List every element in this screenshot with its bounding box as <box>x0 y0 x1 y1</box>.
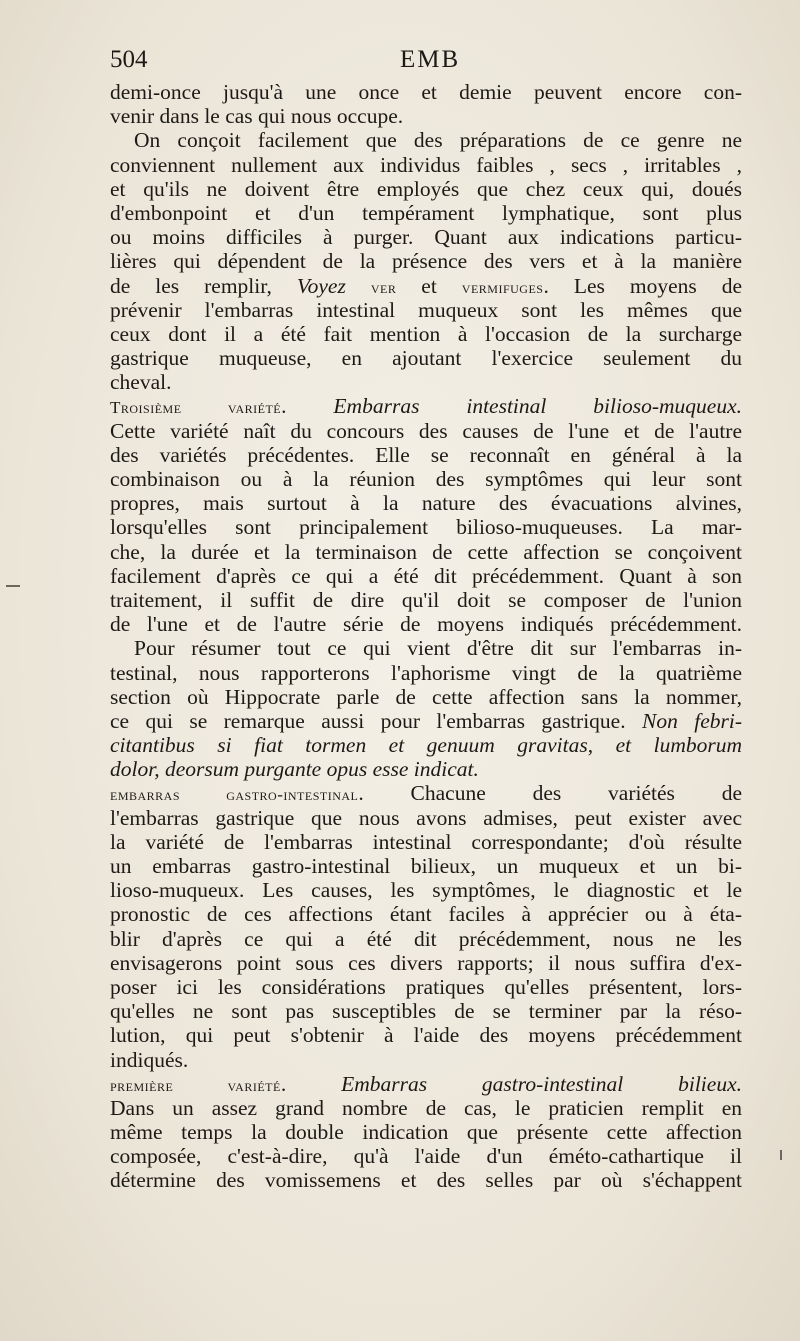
text-line: propres, mais surtout à la nature des évacuations alvines, <box>110 491 742 516</box>
text-line: composée, c'est-à-dire, qu'à l'aide d'un éméto-cathartique il <box>110 1144 742 1169</box>
italic-run: dolor, deorsum purgante opus esse indicat. <box>110 757 479 782</box>
text-line: combinaison ou à la réunion des symptômes qui leur sont <box>110 467 742 491</box>
text-line: des variétés précédentes. Elle se reconnaît en général à la <box>110 442 742 467</box>
text-line <box>110 1072 742 1096</box>
text-line: blir d'après ce qui a été dit précédemment, nous ne les <box>110 926 742 951</box>
text-line: d'embonpoint et d'un tempérament lymphatique, sont plus <box>110 200 742 225</box>
text-run: . <box>280 1071 342 1096</box>
text-line: conviennent nullement aux individus faibles , secs , irritables , <box>110 152 742 177</box>
text-run: de les remplir, <box>110 273 297 298</box>
italic-run: Embarras gastro-intestinal bilieux. <box>341 1071 742 1096</box>
text-line: cheval. <box>110 370 172 395</box>
text-line: Pour résumer tout ce qui vient d'être dit sur l'embarras in- <box>134 636 742 661</box>
text-line <box>110 274 742 298</box>
italic-run: Voyez <box>296 273 346 298</box>
text-line: qu'elles ne sont pas susceptibles de se terminer par la réso- <box>110 999 742 1024</box>
small-caps-run: Troisième variété <box>110 398 282 418</box>
text-run: ce qui se remarque aussi pour l'embarras gastrique. <box>110 708 642 733</box>
text-line: demi-once jusqu'à une once et demie peuvent encore con- <box>110 80 742 104</box>
italic-run: et lumborum <box>615 733 742 758</box>
text-line: section où Hippocrate parle de cette affection sans la nommer, <box>110 684 742 709</box>
italic-run: Non febri- <box>642 708 742 733</box>
body-text <box>110 80 742 1193</box>
text-run: . Chacune des variétés de <box>358 781 742 806</box>
text-line: l'embarras gastrique que nous avons admises, peut exister avec <box>110 805 742 830</box>
small-caps-run: vermifuges <box>461 277 544 297</box>
text-run: . Les moyens de <box>543 273 742 298</box>
page-number: 504 <box>110 46 148 73</box>
text-line: prévenir l'embarras intestinal muqueux sont les mêmes que <box>110 297 742 322</box>
text-line: lution, qui peut s'obtenir à l'aide des moyens précédemment <box>110 1023 742 1048</box>
text-line: poser ici les considérations pratiques qu'elles présentent, lors- <box>110 974 742 999</box>
text-line <box>110 757 742 781</box>
text-line: gastrique muqueuse, en ajoutant l'exercice seulement du <box>110 346 742 371</box>
text-line: testinal, nous rapporterons l'aphorisme vingt de la quatrième <box>110 660 742 685</box>
text-line <box>110 709 742 733</box>
text-line: ceux dont il a été fait mention à l'occasion de la surcharge <box>110 321 742 346</box>
text-line: venir dans le cas qui nous occupe. <box>110 104 404 129</box>
margin-mark <box>780 1150 782 1160</box>
text-line: un embarras gastro-intestinal bilieux, un muqueux et un bi- <box>110 854 742 878</box>
italic-run: Embarras intestinal bilioso-muqueux. <box>333 394 742 419</box>
small-caps-run: embarras gastro-intestinal <box>110 785 359 805</box>
text-line: pronostic de ces affections étant faciles à apprécier ou à éta- <box>110 902 742 927</box>
running-head: EMB <box>400 46 461 73</box>
text-line: ou moins difficiles à purger. Quant aux indications particu- <box>110 225 742 250</box>
margin-mark <box>6 585 20 587</box>
text-line: facilement d'après ce qui a été dit précédemment. Quant à son <box>110 563 742 588</box>
text-line: détermine des vomissemens et des selles par où s'échappent <box>110 1168 742 1193</box>
text-line: même temps la double indication que présente cette affection <box>110 1120 742 1145</box>
text-line: Cette variété naît du concours des causes de l'une et de l'autre <box>110 418 742 443</box>
page-header <box>110 42 740 82</box>
small-caps-run: première variété <box>110 1075 281 1095</box>
text-run: , <box>587 733 616 758</box>
italic-run: citantibus si fiat tormen et genuum gravitas <box>110 733 588 758</box>
text-line: indiqués. <box>110 1047 189 1072</box>
text-run: et <box>396 273 462 298</box>
text-line <box>110 781 742 805</box>
text-line: et qu'ils ne doivent être employés que chez ceux qui, doués <box>110 176 742 201</box>
text-line <box>110 733 742 757</box>
text-line: lières qui dépendent de la présence des vers et à la manière <box>110 249 742 274</box>
text-line: Dans un assez grand nombre de cas, le praticien remplit en <box>110 1095 742 1120</box>
text-line <box>110 394 742 418</box>
text-line: On conçoit facilement que des préparations de ce genre ne <box>134 128 742 153</box>
small-caps-run: ver <box>370 277 397 297</box>
text-line: traitement, il suffit de dire qu'il doit se composer de l'union <box>110 587 742 612</box>
text-line: che, la durée et la terminaison de cette affection se conçoivent <box>110 539 742 564</box>
text-run <box>346 274 371 298</box>
text-line: lioso-muqueux. Les causes, les symptômes, le diagnostic et le <box>110 878 742 903</box>
text-line: la variété de l'embarras intestinal correspondante; d'où résulte <box>110 829 742 854</box>
text-line: lorsqu'elles sont principalement bilioso-muqueuses. La mar- <box>110 515 742 540</box>
text-line: de l'une et de l'autre série de moyens indiqués précédemment. <box>110 612 742 637</box>
text-line: envisagerons point sous ces divers rapports; il nous suffira d'ex- <box>110 950 742 975</box>
text-run: . <box>281 394 334 419</box>
